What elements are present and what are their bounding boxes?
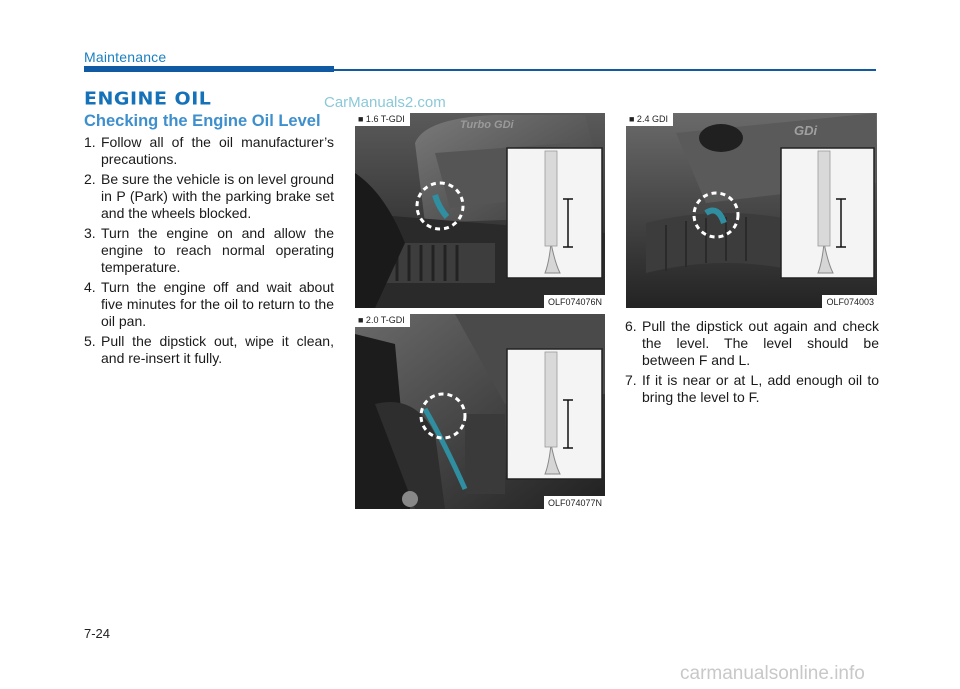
step-text: Be sure the vehicle is on level ground in P (Park) with the parking brake set and the wheels blocked. (101, 171, 334, 221)
watermark-top: CarManuals2.com (324, 94, 446, 111)
sub-title: Checking the Engine Oil Level (84, 112, 321, 130)
step-number: 4. (84, 279, 96, 295)
step-item (625, 318, 879, 369)
step-text: Turn the engine off and wait about five minutes for the oil to return to the oil pan. (101, 279, 334, 329)
page-number: 7-24 (84, 626, 111, 641)
step-text: Pull the dipstick out again and check the level. The level should be between F and L. (642, 318, 879, 368)
step-item (84, 333, 334, 367)
step-number: 2. (84, 171, 96, 187)
watermark-bottom: carmanualsonline.info (680, 663, 865, 684)
figure-1-6-tgdi (355, 113, 605, 308)
step-number: 6. (625, 318, 637, 334)
step-item (84, 134, 334, 168)
engine-badge: Turbo GDi (460, 119, 514, 131)
figure-label: ■ 2.4 GDI (626, 113, 673, 126)
step-text: Turn the engine on and allow the engine to reach normal operating temperature. (101, 225, 334, 275)
step-number: 5. (84, 333, 96, 349)
step-item (625, 372, 879, 406)
step-number: 7. (625, 372, 637, 388)
step-number: 1. (84, 134, 96, 150)
step-item (84, 279, 334, 330)
step-number: 3. (84, 225, 96, 241)
header-rule-thin (334, 69, 876, 71)
page-title: ENGINE OIL (84, 88, 212, 110)
figure-2-4-gdi (626, 113, 877, 308)
engine-badge: GDi (794, 123, 818, 138)
engine-photo-illustration (626, 113, 877, 308)
section-title: Maintenance (84, 49, 167, 65)
figure-code: OLF074003 (822, 295, 877, 308)
figure-code: OLF074077N (544, 496, 605, 509)
steps-list-right (625, 318, 879, 409)
header-rule-thick (84, 66, 334, 72)
step-item (84, 171, 334, 222)
step-text: If it is near or at L, add enough oil to bring the level to F. (642, 372, 879, 405)
step-text: Follow all of the oil manufacturer’s precautions. (101, 134, 334, 167)
engine-photo-illustration (355, 113, 605, 308)
step-text: Pull the dipstick out, wipe it clean, and re-insert it fully. (101, 333, 334, 366)
figure-label: ■ 2.0 T-GDI (355, 314, 410, 327)
figure-code: OLF074076N (544, 295, 605, 308)
figure-label: ■ 1.6 T-GDI (355, 113, 410, 126)
steps-list-left (84, 134, 334, 370)
engine-photo-illustration (355, 314, 605, 509)
step-item (84, 225, 334, 276)
figure-2-0-tgdi (355, 314, 605, 509)
